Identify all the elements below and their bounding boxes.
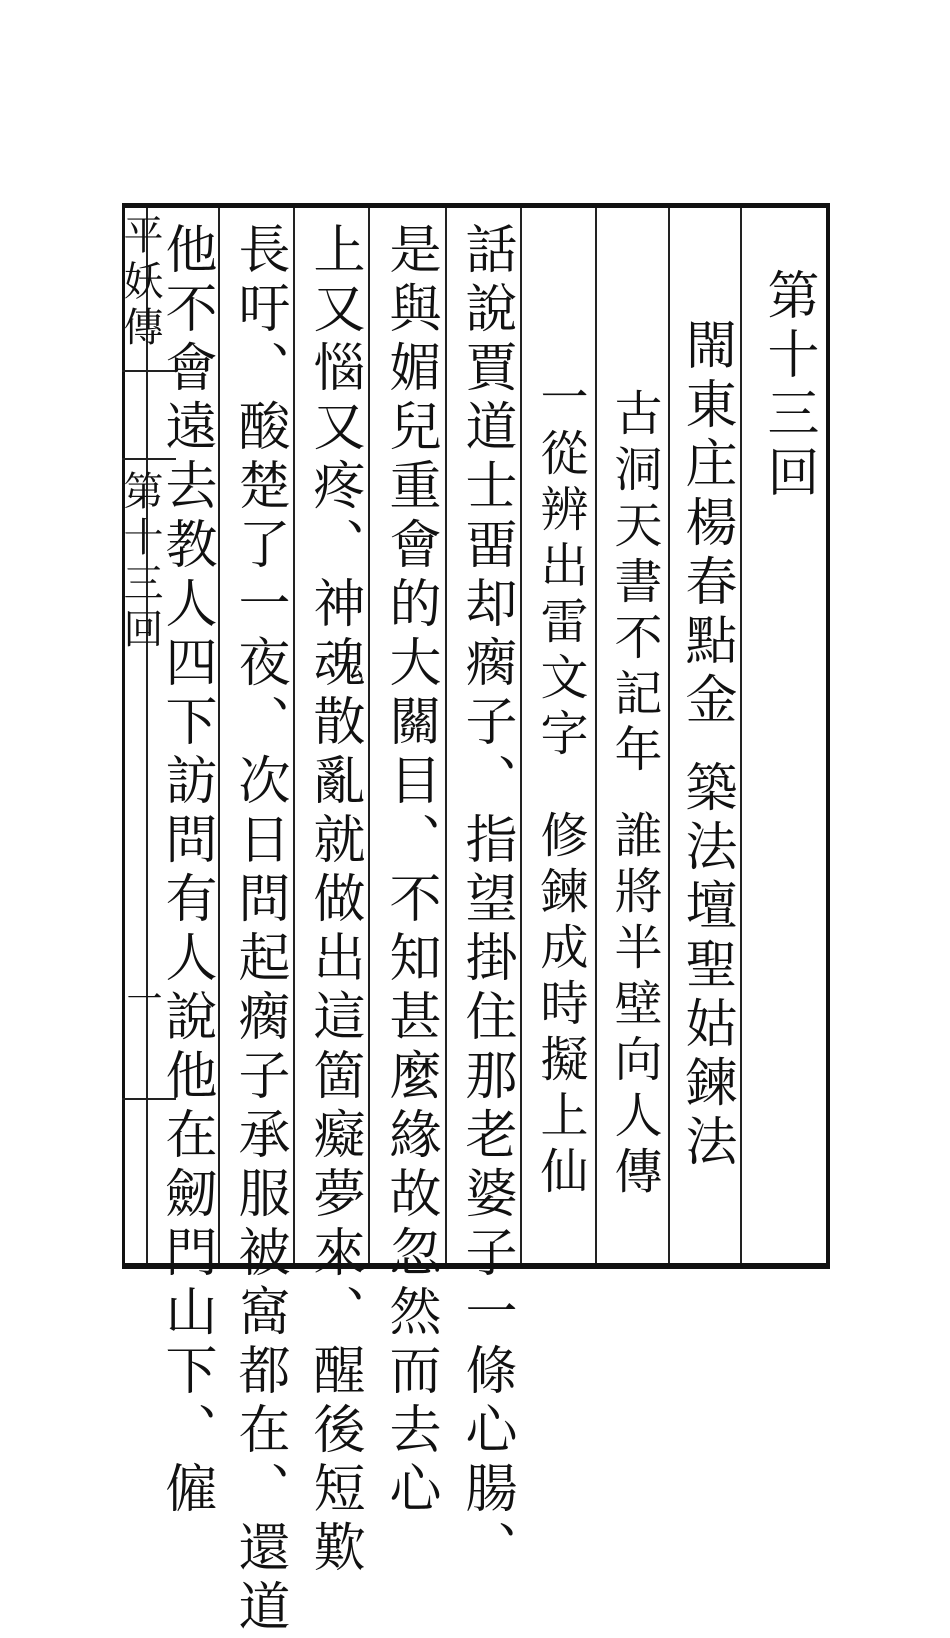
chapter-title-second: 築法壇聖姑鍊法 [676,760,736,1173]
verse-line2-second: 修鍊成時擬上仙 [532,810,588,1202]
column-rule [146,208,148,1263]
body-column: 是與媚兒重會的大關目、不知甚麼緣故忽然而去心 [380,222,440,1520]
column-rule [218,208,220,1263]
body-column: 他不會遠去教人四下訪問有人說他在劒門山下、僱 [156,222,216,1520]
body-column: 上又惱又疼、神魂散亂就做出這箇癡夢來、醒後短歎 [304,222,364,1579]
banxin-chapter-label: 第十三回 [117,470,163,654]
column-rule [293,208,295,1263]
column-rule [445,208,447,1263]
chapter-heading: 第十三回 [758,268,818,504]
verse-line2-first: 一從辨出雷文字 [532,372,588,764]
chapter-title-first: 閙東庄楊春點金 [676,318,736,731]
column-rule [740,208,742,1263]
column-rule [595,208,597,1263]
verse-line1-second: 誰將半壁向人傳 [606,810,662,1202]
leaf-number: 一 [121,980,162,1016]
body-column: 話說賈道士畱却瘸子、指望掛住那老婆子一條心腸、 [456,222,516,1579]
verse-line1-first: 古洞天書不記年 [606,388,662,780]
banxin-book-title: 平妖傳 [117,214,163,352]
column-rule [520,208,522,1263]
column-rule [668,208,670,1263]
column-rule [368,208,370,1263]
body-column: 長吁、酸楚了一夜、次日問起瘸子承服被窩都在、還道 [229,222,289,1638]
